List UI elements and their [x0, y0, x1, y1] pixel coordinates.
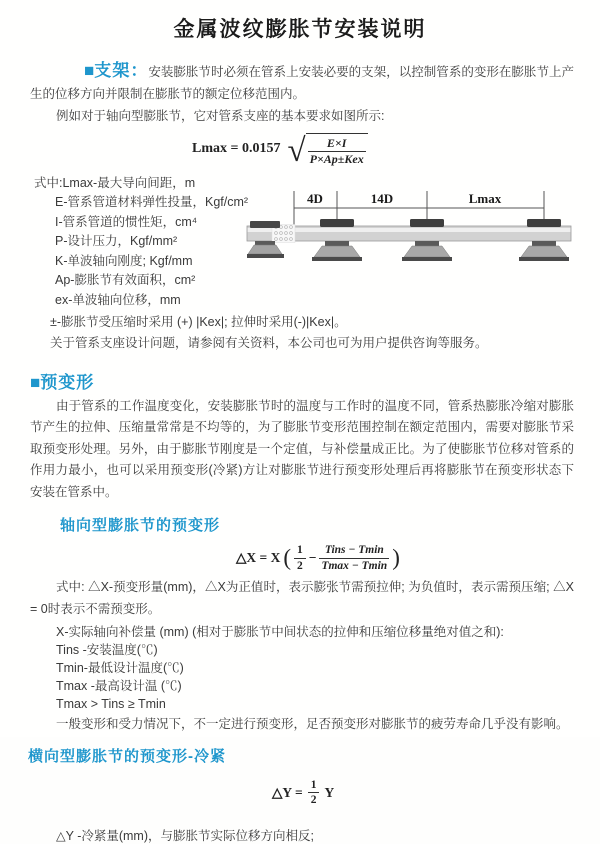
close-paren: ): [392, 545, 400, 571]
half-fraction: [294, 544, 306, 572]
section-square-icon: ■: [30, 372, 41, 392]
delta-y-lhs: △Y =: [272, 784, 303, 800]
dim-label-lmax: Lmax: [468, 191, 502, 206]
tmin-definition-line: Tmin-最低设计温度(℃): [56, 661, 184, 676]
lmax-fraction: [308, 137, 366, 166]
temperature-numerator: Tins − Tmin: [319, 544, 389, 559]
page-title: 金属波纹膨胀节安装说明: [173, 18, 427, 41]
definition-line: Ap-膨胀节有效面积，cm²: [55, 273, 196, 288]
pipe-support-diagram: [247, 186, 597, 271]
dim-label-4d: 4D: [307, 191, 323, 206]
predeform-section-heading: [30, 368, 600, 393]
pipe-highlight: [248, 228, 571, 232]
support-intro-text: 安装膨胀节时必须在管系上安装必要的支架，以控制管系的变形在膨胀节上产生的位移方向并限制在膨胀节的额定位移范围内。: [30, 65, 574, 101]
definition-line: 式中:Lmax-最大导向间距，m: [34, 175, 196, 190]
delta-x-formula: [236, 544, 600, 572]
radical-body: [306, 133, 368, 166]
temperature-fraction: [319, 544, 389, 572]
axial-subheading: 轴向型膨胀节的预变形: [60, 517, 221, 535]
definition-line: ex-单波轴向位移，mm: [55, 293, 181, 308]
radical-sign: √: [287, 133, 306, 169]
half-numerator: 1: [308, 779, 320, 794]
lmax-fraction-numerator: E×I: [308, 137, 366, 152]
definition-line: K-单波轴向刚度; Kgf/mm: [55, 253, 193, 268]
definition-line: P-设计压力，Kgf/mm²: [55, 234, 178, 249]
definition-line: E-管系管道材料弹性投量，Kgf/cm²: [55, 195, 249, 210]
definition-line: I-管系管道的惯性矩，cm⁴: [55, 214, 198, 229]
lmax-formula-lhs: Lmax = 0.0157: [192, 141, 281, 156]
open-paren: (: [283, 545, 291, 571]
minus-operator: −: [308, 550, 317, 566]
half-denominator: 2: [310, 794, 317, 807]
lmax-fraction-denominator: P×Ap±Kex: [309, 151, 364, 166]
section-square-icon: ■: [84, 61, 95, 80]
half-denominator: 2: [297, 559, 303, 572]
half-numerator: 1: [294, 544, 306, 559]
support-intro-paragraph: [30, 60, 574, 105]
support-closing-note: 关于管系支座设计问题，请参阅有关资料，本公司也可为用户提供咨询等服务。: [50, 335, 488, 350]
support-example-line: 例如对于轴向型膨胀节，它对管系支座的基本要求如图所示:: [56, 109, 385, 123]
dim-label-14d: 14D: [370, 191, 394, 206]
delta-y-note: △Y -冷紧量(mm)，与膨胀节实际位移方向相反;: [56, 828, 314, 843]
half-fraction: [308, 779, 320, 807]
delta-y-formula: [272, 779, 600, 807]
delta-x-lhs: △X = X: [236, 550, 281, 566]
delta-x-explanation: 式中: △X-预变形量(mm)，△X为正值时，表示膨张节需预拉伸; 为负值时，表示需预压缩; △X = 0时表示不需预变形。: [30, 580, 574, 616]
delta-y-rhs: Y: [324, 784, 335, 800]
temperature-relation-line: Tmax > Tins ≥ Tmin: [56, 697, 166, 712]
tmax-definition-line: Tmax -最高设计温 (℃): [56, 679, 182, 694]
general-note-line: 一般变形和受力情况下，不一定进行预变形，足否预变形对膨胀节的疲劳寿命几乎没有影响。: [56, 717, 569, 732]
temperature-denominator: Tmax − Tmin: [321, 559, 388, 572]
predeform-body-paragraph: 由于管系的工作温度变化，安装膨胀节时的温度与工作时的温度不同，管系热膨胀冷缩对膨胀节产生的拉伸、压缩量常常是不均等的，为了膨胀节变形范围控制在额定范围内，需要对膨胀节采取预变形处理。另外，由于膨胀节刚度是一个定值，与补偿量成正比。为了使膨胀节位移对管系的作用力最小，也可以采用预变形(冷紧)方让对膨胀节进行预变形处理后再将膨胀节在预变形状态下安装在管系中。: [30, 398, 574, 499]
support-section-heading: 支架：: [94, 61, 149, 80]
lmax-formula: [192, 133, 600, 169]
lateral-subheading: 横向型膨胀节的预变形-冷紧: [28, 747, 226, 765]
tins-definition-line: Tins -安装温度(℃): [56, 643, 158, 658]
predeform-heading-text: 预变形: [40, 372, 95, 392]
x-definition-line: X-实际轴向补偿量 (mm) (相对于膨胀节中间状态的拉伸和压缩位移量绝对值之和):: [56, 625, 504, 640]
pipe-support-diagram-svg: [247, 186, 597, 266]
plus-minus-note: ±-膨胀节受压缩时采用 (+) |Kex|; 拉伸时采用(-)|Kex|。: [50, 314, 347, 329]
